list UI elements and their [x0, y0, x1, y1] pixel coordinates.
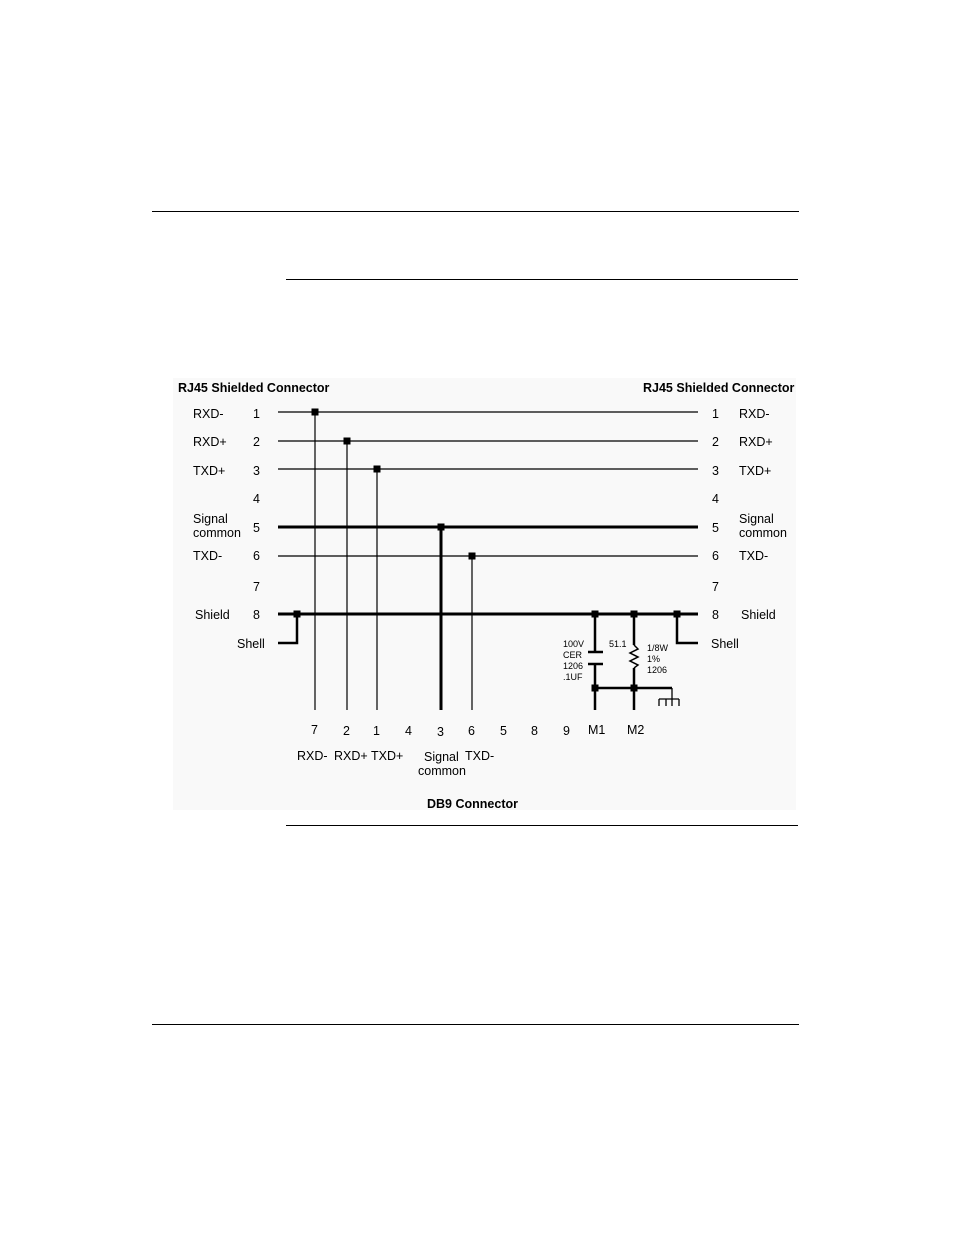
right-signal-rxd-minus: RXD- [739, 407, 770, 421]
right-pin: 5 [712, 521, 719, 535]
db9-pin: 7 [311, 723, 318, 737]
right-pin: 8 [712, 608, 719, 622]
db9-pin: 5 [500, 724, 507, 738]
left-pin: 5 [253, 521, 260, 535]
junction-dot [592, 611, 599, 618]
left-pin: 4 [253, 492, 260, 506]
left-pin: 1 [253, 407, 260, 421]
db9-pin: 3 [437, 725, 444, 739]
horizontal-wires [278, 412, 698, 614]
right-pin: 1 [712, 407, 719, 421]
right-signal-txd-minus: TXD- [739, 549, 769, 563]
left-signal-txd-minus: TXD- [193, 549, 223, 563]
db9-signal-common: common [418, 764, 466, 778]
left-signal-shield: Shield [195, 608, 230, 622]
db9-signal-txd-minus: TXD- [465, 749, 495, 763]
resistor-branch [630, 614, 638, 710]
right-signal-common: common [739, 526, 787, 540]
db9-pin: 2 [343, 724, 350, 738]
resistor-power: 1/8W [647, 643, 669, 653]
db9-pin: 1 [373, 724, 380, 738]
right-signal-shell: Shell [711, 637, 739, 651]
right-signal-rxd-plus: RXD+ [739, 435, 773, 449]
junction-dot [631, 685, 638, 692]
junction-dot [469, 553, 476, 560]
right-shell-wire [677, 614, 698, 643]
db9-pin: 8 [531, 724, 538, 738]
left-connector-title: RJ45 Shielded Connector [178, 381, 330, 395]
junction-dot [592, 685, 599, 692]
left-pin: 2 [253, 435, 260, 449]
left-pin: 6 [253, 549, 260, 563]
db9-pin: M2 [627, 723, 645, 737]
left-signal-shell: Shell [237, 637, 265, 651]
junction-dot [344, 438, 351, 445]
left-signal-txd-plus: TXD+ [193, 464, 226, 478]
right-signal-signal: Signal [739, 512, 774, 526]
right-pin: 7 [712, 580, 719, 594]
junction-dots [294, 409, 681, 692]
left-shell-wire [278, 614, 297, 643]
junction-dot [674, 611, 681, 618]
left-signal-signal: Signal [193, 512, 228, 526]
capacitor-package: 1206 [563, 661, 584, 671]
junction-dot [294, 611, 301, 618]
left-signal-rxd-minus: RXD- [193, 407, 224, 421]
right-pin: 2 [712, 435, 719, 449]
right-connector-title: RJ45 Shielded Connector [643, 381, 795, 395]
resistor-value: 51.1 [609, 639, 627, 649]
junction-dot [374, 466, 381, 473]
left-pin: 3 [253, 464, 260, 478]
db9-pin: 6 [468, 724, 475, 738]
left-signal-rxd-plus: RXD+ [193, 435, 227, 449]
db9-signal-txd-plus: TXD+ [371, 749, 404, 763]
db9-pin: M1 [588, 723, 606, 737]
junction-dot [312, 409, 319, 416]
db9-pin: 4 [405, 724, 412, 738]
right-signal-shield: Shield [741, 608, 776, 622]
chassis-ground-icon [659, 688, 679, 706]
resistor-tolerance: 1% [647, 654, 661, 664]
right-pin: 3 [712, 464, 719, 478]
db9-pin-numbers [311, 723, 644, 739]
right-pin: 6 [712, 549, 719, 563]
left-pin: 7 [253, 580, 260, 594]
db9-signal-signal: Signal [424, 750, 459, 764]
resistor-package: 1206 [647, 665, 668, 675]
right-signal-txd-plus: TXD+ [739, 464, 772, 478]
db9-signal-rxd-plus: RXD+ [334, 749, 368, 763]
junction-dot [631, 611, 638, 618]
capacitor-label [563, 639, 584, 682]
left-pin-numbers [253, 407, 260, 622]
left-pin: 8 [253, 608, 260, 622]
right-pin: 4 [712, 492, 719, 506]
db9-signal-rxd-minus: RXD- [297, 749, 328, 763]
capacitor-type: CER [563, 650, 583, 660]
right-pin-numbers [712, 407, 719, 622]
capacitor-branch [588, 614, 603, 710]
junction-dot [438, 524, 445, 531]
resistor-zigzag [630, 645, 638, 668]
db9-pin: 9 [563, 724, 570, 738]
db9-connector-title: DB9 Connector [427, 797, 518, 811]
left-signal-common: common [193, 526, 241, 540]
capacitor-voltage: 100V [563, 639, 585, 649]
capacitor-value: .1UF [563, 672, 583, 682]
vertical-wires [315, 412, 472, 710]
